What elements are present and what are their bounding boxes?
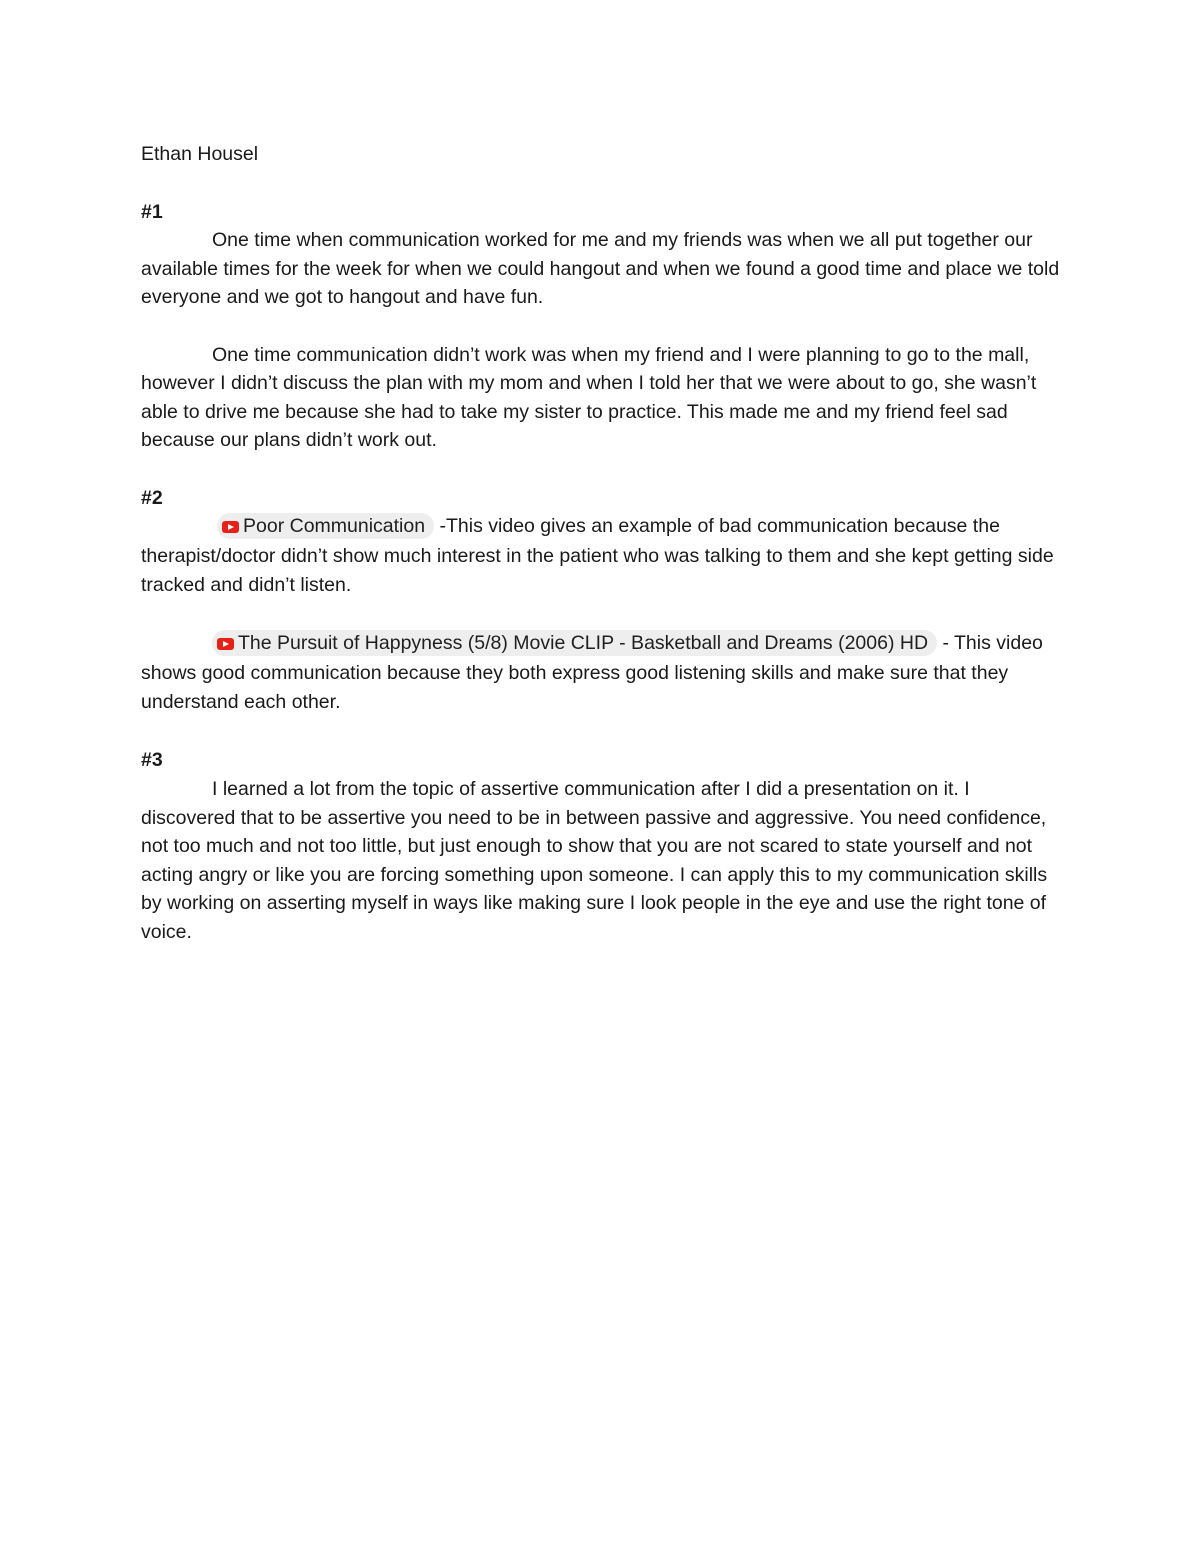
author-name: Ethan Housel (141, 143, 259, 165)
section-2-video-1-paragraph (141, 512, 1066, 601)
section-3-heading: #3 (141, 749, 163, 772)
section-1-paragraph-2: One time communication didn’t work was when my friend and I were planning to go to the mall, however I didn’t discuss the plan with my mom and when I told her that we were about to go, she wasn’t able to drive me because she had to take my sister to practice. This made me and my friend feel sad because our plans didn’t work out. (141, 343, 1037, 452)
section-3-paragraph-1: I learned a lot from the topic of assertive communication after I did a presentation on it. I discovered that to be assertive you need to be in between passive and aggressive. You need confidence, not too much and not too little, but just enough to show that you are not scared to state yourself and not acting angry or like you are forcing something upon someone. I can apply this to my communication skills by working on asserting myself in ways like making sure I look people in the eye and use the right tone of voice. (141, 777, 1048, 943)
youtube-icon (222, 521, 239, 533)
video-title: Poor Communication (243, 515, 426, 538)
spacer (141, 312, 1066, 341)
spacer (141, 455, 1066, 484)
spacer (141, 601, 1066, 630)
video-chip-poor-communication[interactable] (217, 513, 434, 539)
video-description: -This video gives an example of bad communication because the therapist/doctor didn’t show much interest in the patient who was talking to them and she kept getting side tracked and didn’t listen. (141, 515, 1054, 597)
section-2-heading: #2 (141, 486, 163, 509)
youtube-icon (217, 638, 234, 650)
video-chip-pursuit-of-happyness[interactable] (212, 630, 937, 656)
video-title: The Pursuit of Happyness (5/8) Movie CLIP - Basketball and Dreams (2006) HD (238, 632, 929, 655)
section-2-video-2-paragraph (141, 629, 1066, 718)
spacer (141, 718, 1066, 747)
document-page (141, 140, 1066, 946)
section-1-paragraph-1: One time when communication worked for me and my friends was when we all put together our available times for the week for when we could hangout and when we found a good time and place we told everyone and we got to hangout and have fun. (141, 229, 1060, 309)
video-description: - This video shows good communication because they both express good listening skills and make sure that they understand each other. (141, 632, 1043, 714)
section-1-heading: #1 (141, 200, 163, 223)
